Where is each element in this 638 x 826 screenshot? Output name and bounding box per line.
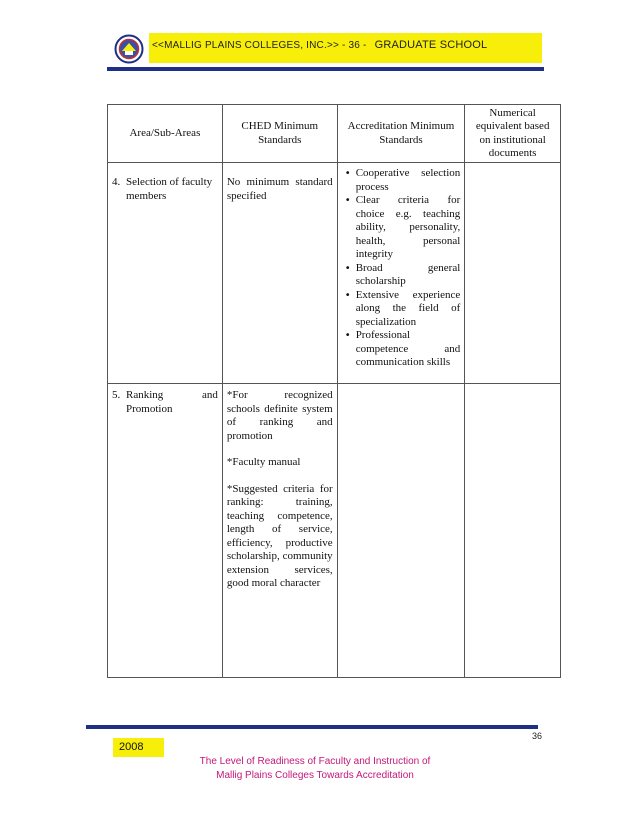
ched-standard: *Suggested criteria for ranking: training, teaching competence, length of service, efficiency, productive scholarship, community extension services, good moral character: [226, 482, 333, 589]
area-cell: [108, 384, 223, 678]
area-label: Ranking and Promotion: [126, 389, 218, 415]
header-school-name: GRADUATE SCHOOL: [374, 39, 488, 51]
college-seal-icon: [113, 34, 145, 64]
area-cell: [108, 163, 223, 384]
ched-cell: [222, 163, 337, 384]
header-rule: [107, 67, 544, 71]
header-college-name: <<MALLIG PLAINS COLLEGES, INC.>> - 36 -: [152, 40, 367, 51]
accreditation-cell: [337, 384, 465, 678]
column-header-numerical: Numerical equivalent based on institutional documents: [465, 105, 561, 163]
table-row: [108, 163, 561, 384]
footer-year: 2008: [119, 741, 144, 753]
column-header-area: Area/Sub-Areas: [108, 105, 223, 163]
footer-title-line: The Level of Readiness of Faculty and Instruction of: [199, 756, 431, 767]
page-header: [107, 33, 542, 67]
area-number: 4.: [112, 176, 121, 188]
area-number: 5.: [112, 389, 121, 401]
ched-standard: No minimum standard specified: [226, 176, 333, 202]
column-header-ched: CHED Minimum Standards: [222, 105, 337, 163]
accreditation-cell: [337, 163, 465, 384]
page-number: 36: [532, 731, 543, 741]
list-item: • Professional competence and communication skills: [356, 329, 461, 370]
ched-standard: *For recognized schools definite system of ranking and promotion: [226, 389, 333, 442]
list-item: • Clear criteria for choice e.g. teaching ability, personality, health, personal integrity: [356, 194, 461, 262]
header-title: [152, 39, 487, 51]
numerical-cell: [465, 163, 561, 384]
list-item: • Broad general scholarship: [356, 262, 461, 289]
footer-title-line: Mallig Plains Colleges Towards Accreditation: [216, 770, 414, 781]
area-label: Selection of faculty members: [126, 176, 213, 202]
ched-standard: *Faculty manual: [226, 456, 301, 468]
table-row: [108, 384, 561, 678]
numerical-cell: [465, 384, 561, 678]
footer-rule: [86, 725, 538, 729]
list-item: • Extensive experience along the field of specialization: [356, 289, 461, 330]
ched-cell: [222, 384, 337, 678]
footer-title: [170, 755, 460, 783]
column-header-accreditation: Accreditation Minimum Standards: [337, 105, 465, 163]
standards-table: [107, 104, 561, 678]
table-header-row: [108, 105, 561, 163]
list-item: • Cooperative selection process: [356, 167, 461, 194]
